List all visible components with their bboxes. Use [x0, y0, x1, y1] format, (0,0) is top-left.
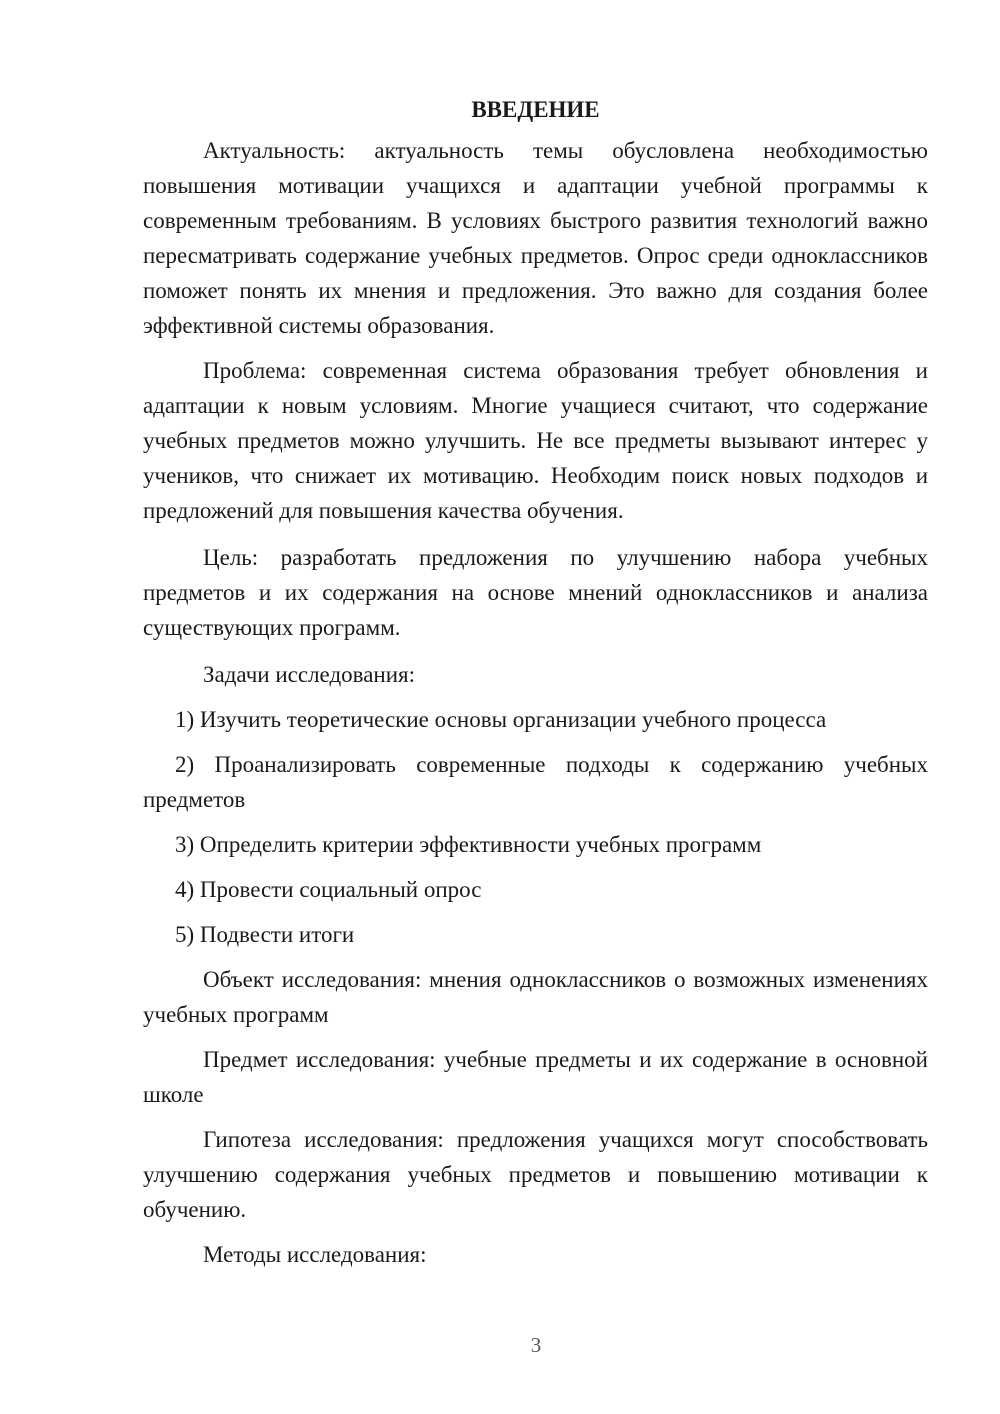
task-item-5: 5) Подвести итоги [175, 922, 355, 947]
task-item-1: 1) Изучить теоретические основы организации учебного процесса [175, 707, 827, 732]
object-paragraph: Объект исследования: мнения одноклассников о возможных изменениях учебных программ [143, 967, 928, 1027]
methods-heading: Методы исследования: [203, 1242, 427, 1267]
relevance-paragraph: Актуальность: актуальность темы обусловлена необходимостью повышения мотивации учащихся и адаптации учебной программы к современным требованиям. В условиях быстрого развития технологий важно пересматривать содержание учебных предметов. Опрос среди одноклассников поможет понять их мнения и предложения. Это важно для создания более эффективной системы образования. [143, 138, 928, 338]
tasks-heading: Задачи исследования: [203, 662, 416, 687]
task-item-4: 4) Провести социальный опрос [175, 877, 482, 902]
section-title: ВВЕДЕНИЕ [471, 97, 600, 122]
page-number [0, 1333, 1000, 1358]
hypothesis-paragraph: Гипотеза исследования: предложения учащихся могут способствовать улучшению содержания учебных предметов и повышению мотивации к обучению. [143, 1127, 928, 1222]
problem-paragraph: Проблема: современная система образования требует обновления и адаптации к новым условиям. Многие учащиеся считают, что содержание учебных предметов можно улучшить. Не все предметы вызывают интерес у учеников, что снижает их мотивацию. Необходим поиск новых подходов и предложений для повышения качества обучения. [143, 358, 928, 523]
page-content [143, 92, 928, 1282]
goal-paragraph: Цель: разработать предложения по улучшению набора учебных предметов и их содержания на основе мнений одноклассников и анализа существующих программ. [143, 545, 928, 640]
task-item-3: 3) Определить критерии эффективности учебных программ [175, 832, 762, 857]
task-item-2: 2) Проанализировать современные подходы к содержанию учебных предметов [143, 752, 928, 812]
subject-paragraph: Предмет исследования: учебные предметы и их содержание в основной школе [143, 1047, 928, 1107]
page-number-label: 3 [530, 1333, 542, 1357]
